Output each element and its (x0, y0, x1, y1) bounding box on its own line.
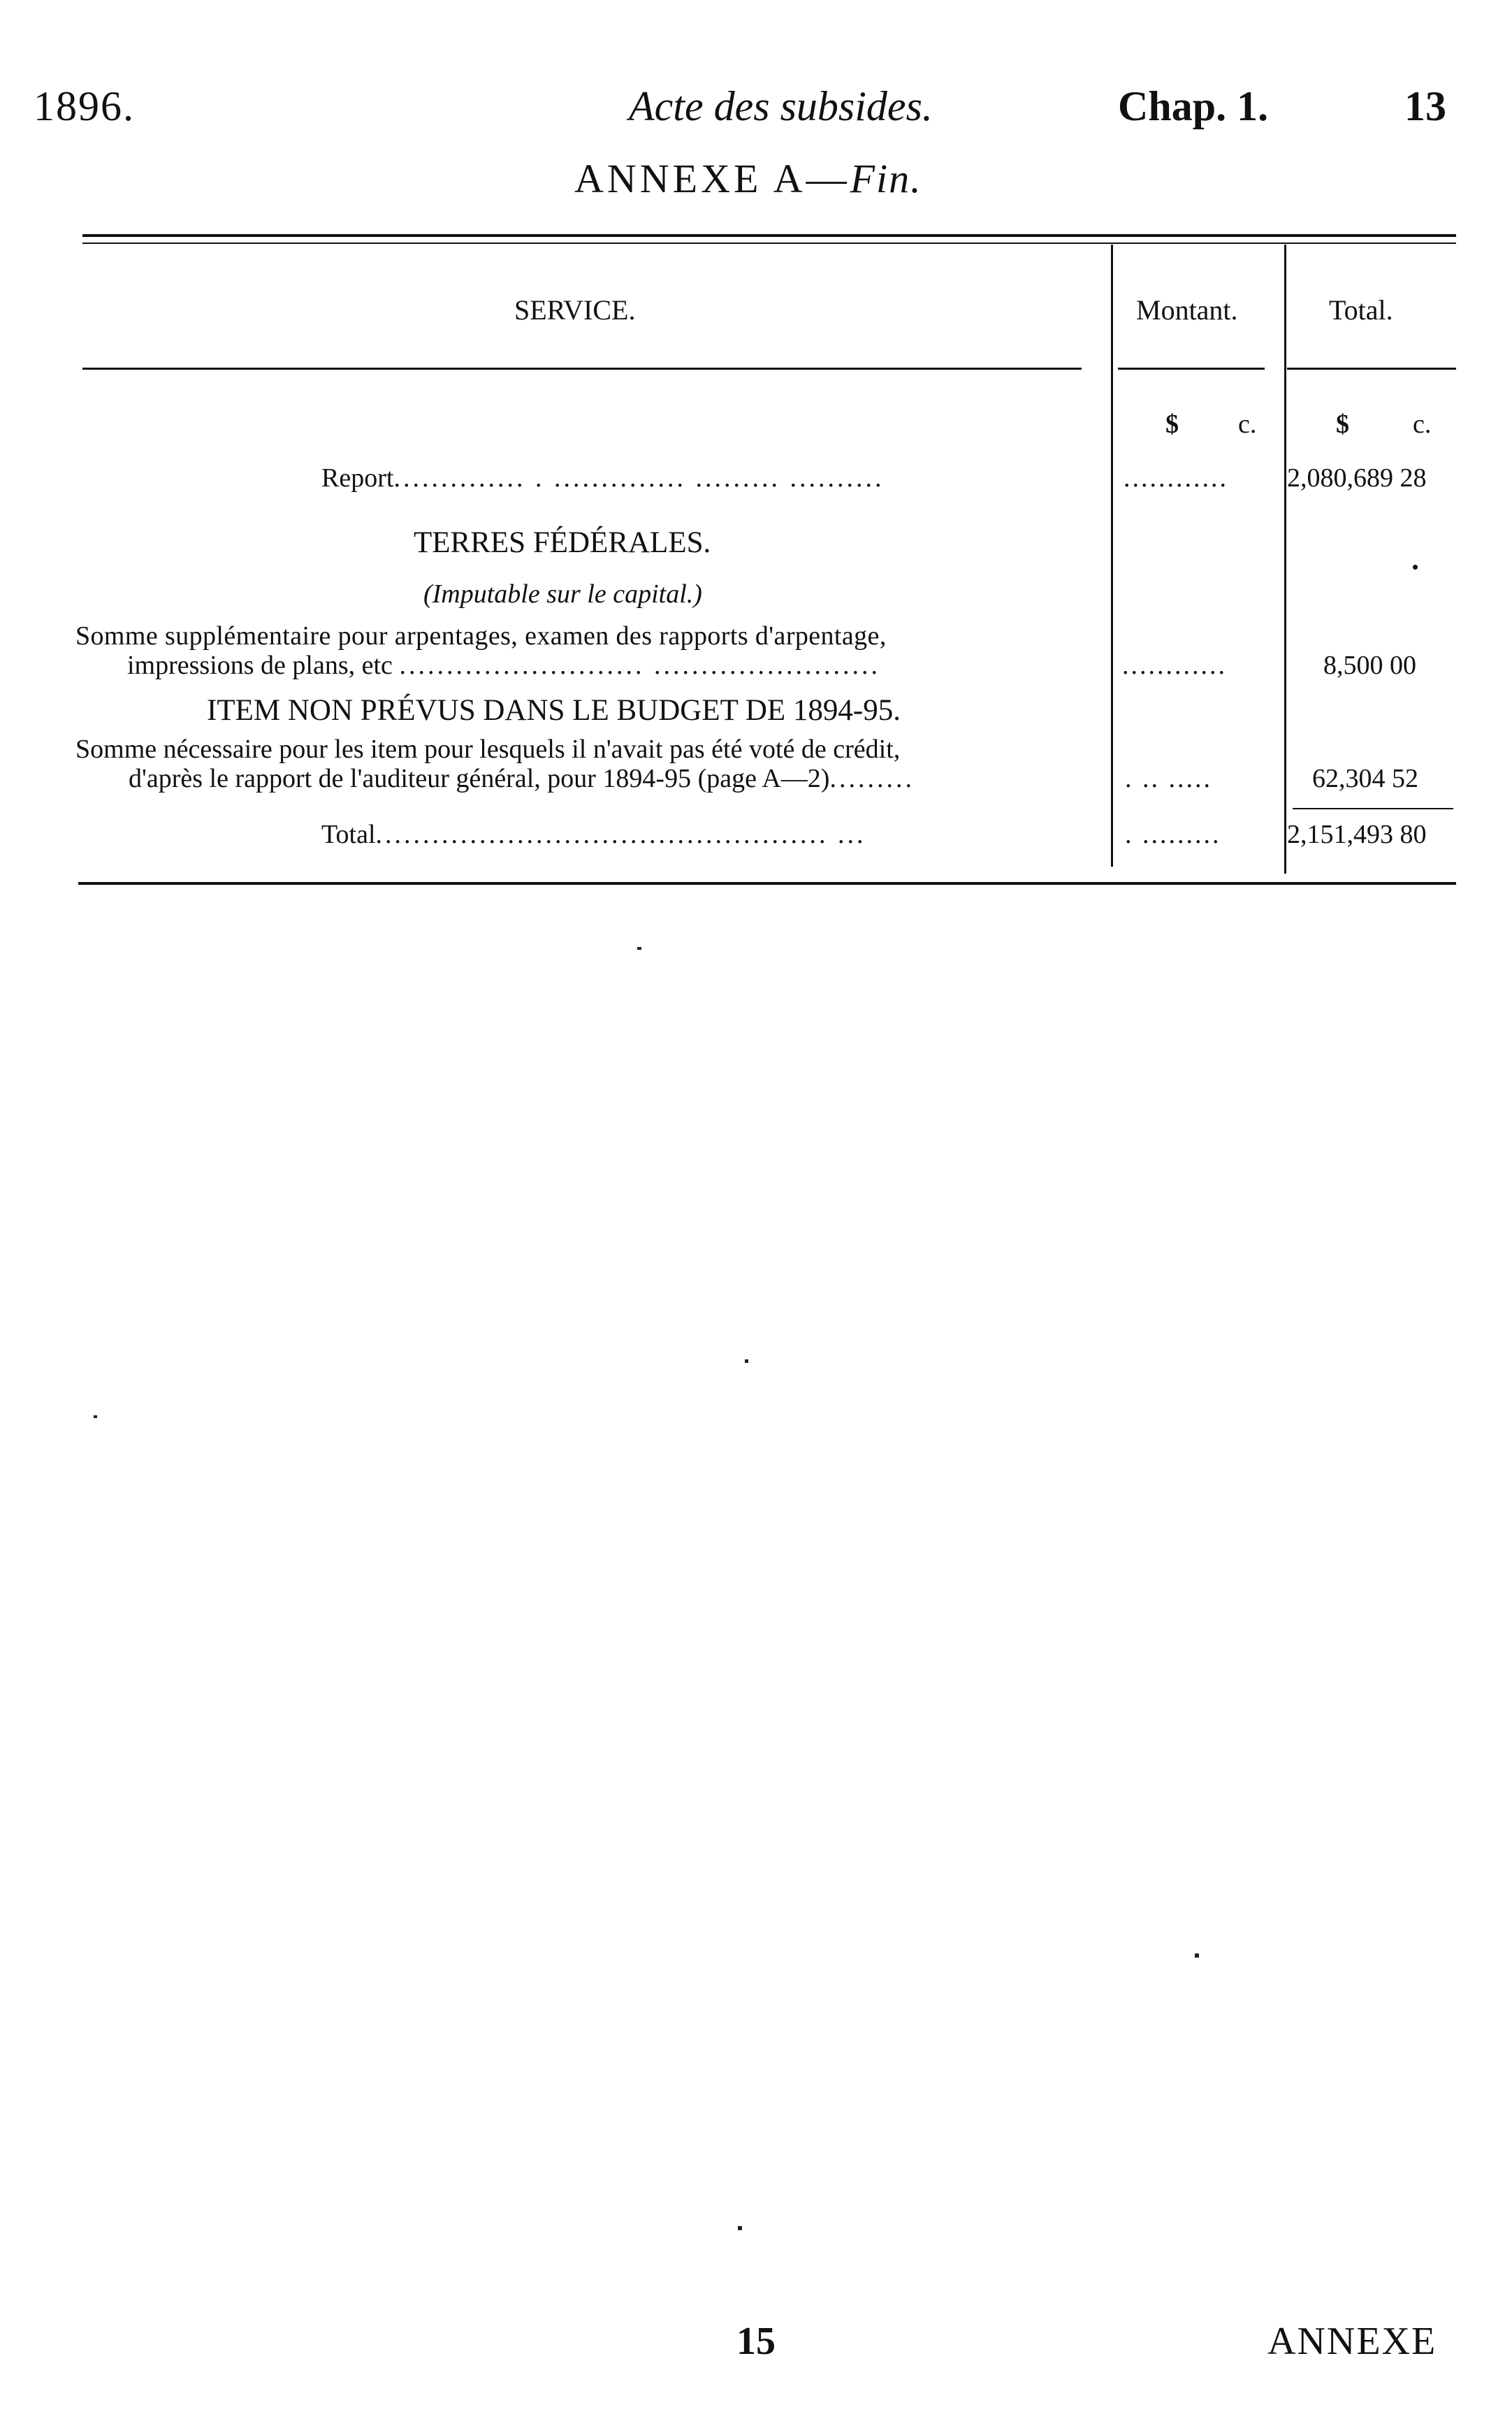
total-cents-unit: c. (1413, 410, 1432, 439)
total-dollar-unit: $ (1336, 410, 1349, 439)
item-total: 62,304 52 (1312, 764, 1418, 793)
item-line1: Somme nécessaire pour les item pour lesquels il n'avait pas été voté de crédit, (75, 735, 901, 764)
table-top-rule-thin (82, 243, 1456, 244)
footer-catchword: ANNEXE (1267, 2320, 1437, 2363)
header-rule-service (82, 368, 1082, 370)
section-heading-item: ITEM NON PRÉVUS DANS LE BUDGET DE 1894-95. (207, 694, 901, 727)
column-divider-total (1284, 245, 1286, 874)
arpentage-line2 (127, 650, 880, 681)
column-header-montant: Montant. (1136, 294, 1238, 326)
section-heading-terres: TERRES FÉDÉRALES. (414, 526, 711, 559)
speck (738, 2226, 742, 2230)
montant-cents-unit: c. (1238, 410, 1257, 439)
report-label (321, 463, 884, 493)
arpentage-total: 8,500 00 (1323, 651, 1416, 680)
total-leader: ................................................ ... (375, 820, 866, 849)
speck (745, 1359, 748, 1363)
running-title: Acte des subsides. (629, 83, 933, 129)
table-top-rule-thick (82, 234, 1456, 237)
grand-total: 2,151,493 80 (1287, 820, 1427, 849)
report-montant: ............ (1124, 463, 1228, 493)
stray-dot (1413, 565, 1418, 570)
speck (94, 1415, 97, 1418)
header-rule-montant (1118, 368, 1265, 370)
arpentage-line2-text: impressions de plans, etc (127, 651, 393, 680)
arpentage-line1: Somme supplémentaire pour arpentages, examen des rapports d'arpentage, (75, 621, 887, 651)
page-number: 13 (1404, 83, 1446, 129)
speck (637, 947, 641, 950)
annex-title-italic: Fin. (850, 156, 922, 201)
section-note-capital: (Imputable sur le capital.) (423, 579, 702, 609)
report-leader: .............. . .............. ......... .......... (393, 463, 885, 493)
total-label-text: Total (321, 820, 376, 849)
total-montant: . ......... (1125, 820, 1221, 849)
item-line2-text: d'après le rapport de l'auditeur général, pour 1894-95 (page A—2) (129, 764, 830, 793)
montant-dollar-unit: $ (1165, 410, 1179, 439)
table-bottom-rule (78, 882, 1456, 885)
column-header-service: SERVICE. (514, 294, 636, 326)
annex-title (574, 155, 922, 202)
footer-page-number: 15 (736, 2320, 776, 2363)
annex-title-main: ANNEXE A— (574, 156, 850, 201)
speck (1195, 1953, 1199, 1958)
column-header-total: Total. (1329, 294, 1393, 326)
report-label-text: Report (321, 463, 394, 493)
item-line2 (129, 763, 915, 794)
item-leader: ......... (829, 764, 915, 793)
arpentage-leader: .......................... ........................ (399, 651, 880, 680)
page-year: 1896. (34, 83, 135, 129)
total-label (321, 819, 866, 850)
report-total: 2,080,689 28 (1287, 463, 1427, 493)
arpentage-montant: ............ (1122, 651, 1227, 680)
header-rule-total (1287, 368, 1456, 370)
chapter-label: Chap. 1. (1118, 83, 1269, 129)
item-montant: . .. ..... (1125, 764, 1212, 793)
column-divider-montant (1111, 245, 1113, 867)
total-sum-rule (1293, 808, 1453, 809)
